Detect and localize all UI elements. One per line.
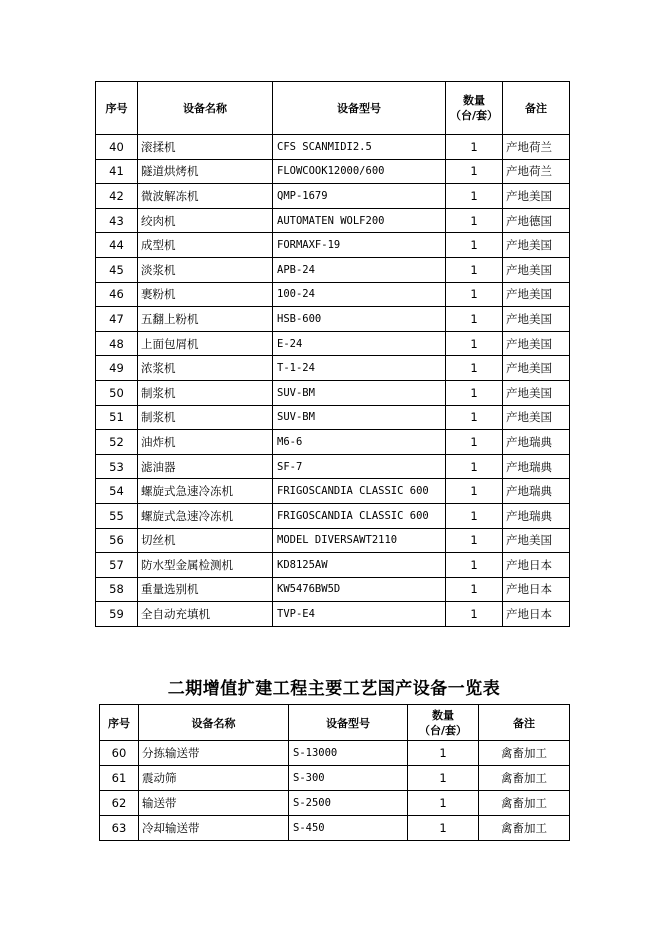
cell-note: 产地日本 xyxy=(503,577,570,602)
cell-name: 制浆机 xyxy=(138,405,273,430)
table-row xyxy=(100,766,570,791)
cell-model: T-1-24 xyxy=(273,356,446,381)
imported-equipment-table xyxy=(95,81,570,627)
cell-name: 防水型金属检测机 xyxy=(138,553,273,578)
cell-model: FRIGOSCANDIA CLASSIC 600 xyxy=(273,503,446,528)
cell-note: 产地日本 xyxy=(503,602,570,627)
cell-model: FORMAXF-19 xyxy=(273,233,446,258)
header-seq: 序号 xyxy=(100,705,139,741)
cell-qty: 1 xyxy=(446,208,503,233)
table-row xyxy=(96,257,570,282)
cell-note: 产地美国 xyxy=(503,184,570,209)
cell-note: 产地美国 xyxy=(503,380,570,405)
cell-name: 油炸机 xyxy=(138,430,273,455)
cell-model: HSB-600 xyxy=(273,307,446,332)
cell-seq: 49 xyxy=(96,356,138,381)
cell-note: 禽畜加工 xyxy=(479,791,570,816)
domestic-equipment-title: 二期增值扩建工程主要工艺国产设备一览表 xyxy=(167,679,501,699)
cell-model: KW5476BW5D xyxy=(273,577,446,602)
cell-seq: 52 xyxy=(96,430,138,455)
table-row xyxy=(96,331,570,356)
table-row xyxy=(96,159,570,184)
cell-note: 产地德国 xyxy=(503,208,570,233)
header-qty-line2: （台/套） xyxy=(449,109,499,122)
cell-note: 产地日本 xyxy=(503,553,570,578)
cell-note: 产地美国 xyxy=(503,307,570,332)
table-row xyxy=(96,479,570,504)
table-row xyxy=(96,577,570,602)
cell-qty: 1 xyxy=(446,479,503,504)
table-row xyxy=(96,135,570,160)
cell-model: CFS SCANMIDI2.5 xyxy=(273,135,446,160)
header-qty xyxy=(446,82,503,135)
table-row xyxy=(96,380,570,405)
table-row xyxy=(96,454,570,479)
cell-model: KD8125AW xyxy=(273,553,446,578)
header-model: 设备型号 xyxy=(289,705,408,741)
cell-name: 浓浆机 xyxy=(138,356,273,381)
cell-seq: 48 xyxy=(96,331,138,356)
table-row xyxy=(96,430,570,455)
cell-seq: 42 xyxy=(96,184,138,209)
table-row xyxy=(96,307,570,332)
cell-name: 滚揉机 xyxy=(138,135,273,160)
cell-seq: 47 xyxy=(96,307,138,332)
cell-qty: 1 xyxy=(446,454,503,479)
cell-note: 产地瑞典 xyxy=(503,430,570,455)
cell-qty: 1 xyxy=(446,528,503,553)
cell-note: 产地美国 xyxy=(503,233,570,258)
cell-model: TVP-E4 xyxy=(273,602,446,627)
header-name: 设备名称 xyxy=(138,82,273,135)
cell-qty: 1 xyxy=(446,307,503,332)
cell-qty: 1 xyxy=(446,430,503,455)
cell-model: QMP-1679 xyxy=(273,184,446,209)
cell-name: 分拣输送带 xyxy=(139,741,289,766)
cell-note: 产地美国 xyxy=(503,528,570,553)
cell-model: S-2500 xyxy=(289,791,408,816)
cell-qty: 1 xyxy=(446,257,503,282)
cell-qty: 1 xyxy=(446,233,503,258)
cell-name: 螺旋式急速冷冻机 xyxy=(138,479,273,504)
cell-model: S-300 xyxy=(289,766,408,791)
cell-note: 产地美国 xyxy=(503,356,570,381)
cell-name: 冷却输送带 xyxy=(139,816,289,841)
cell-seq: 63 xyxy=(100,816,139,841)
cell-seq: 54 xyxy=(96,479,138,504)
cell-seq: 44 xyxy=(96,233,138,258)
cell-name: 震动筛 xyxy=(139,766,289,791)
cell-qty: 1 xyxy=(446,282,503,307)
cell-name: 成型机 xyxy=(138,233,273,258)
cell-name: 重量选别机 xyxy=(138,577,273,602)
cell-name: 隧道烘烤机 xyxy=(138,159,273,184)
cell-seq: 43 xyxy=(96,208,138,233)
cell-note: 产地荷兰 xyxy=(503,159,570,184)
header-qty-line1: 数量 xyxy=(432,708,454,722)
cell-qty: 1 xyxy=(446,602,503,627)
cell-note: 禽畜加工 xyxy=(479,741,570,766)
cell-seq: 57 xyxy=(96,553,138,578)
cell-note: 产地美国 xyxy=(503,331,570,356)
header-qty-line2: （台/套） xyxy=(418,723,468,737)
cell-model: MODEL DIVERSAWT2110 xyxy=(273,528,446,553)
table-row xyxy=(96,282,570,307)
header-note: 备注 xyxy=(479,705,570,741)
cell-note: 产地荷兰 xyxy=(503,135,570,160)
cell-note: 禽畜加工 xyxy=(479,766,570,791)
cell-qty: 1 xyxy=(446,159,503,184)
table-row xyxy=(96,553,570,578)
cell-seq: 56 xyxy=(96,528,138,553)
cell-name: 螺旋式急速冷冻机 xyxy=(138,503,273,528)
cell-qty: 1 xyxy=(408,766,479,791)
cell-name: 微波解冻机 xyxy=(138,184,273,209)
cell-seq: 53 xyxy=(96,454,138,479)
table-row xyxy=(100,816,570,841)
table-row xyxy=(96,528,570,553)
cell-seq: 40 xyxy=(96,135,138,160)
cell-name: 切丝机 xyxy=(138,528,273,553)
cell-qty: 1 xyxy=(446,553,503,578)
header-qty-line1: 数量 xyxy=(463,94,485,107)
cell-qty: 1 xyxy=(446,577,503,602)
cell-qty: 1 xyxy=(446,331,503,356)
cell-seq: 50 xyxy=(96,380,138,405)
cell-seq: 60 xyxy=(100,741,139,766)
cell-name: 上面包屑机 xyxy=(138,331,273,356)
table-row xyxy=(96,405,570,430)
cell-note: 产地美国 xyxy=(503,405,570,430)
cell-model: S-13000 xyxy=(289,741,408,766)
cell-model: AUTOMATEN WOLF200 xyxy=(273,208,446,233)
cell-name: 淡浆机 xyxy=(138,257,273,282)
table-row xyxy=(96,233,570,258)
cell-note: 禽畜加工 xyxy=(479,816,570,841)
cell-name: 制浆机 xyxy=(138,380,273,405)
cell-model: SUV-BM xyxy=(273,405,446,430)
table-row xyxy=(96,602,570,627)
table-row xyxy=(96,208,570,233)
cell-qty: 1 xyxy=(446,356,503,381)
header-name: 设备名称 xyxy=(139,705,289,741)
cell-name: 滤油器 xyxy=(138,454,273,479)
cell-qty: 1 xyxy=(446,380,503,405)
cell-model: E-24 xyxy=(273,331,446,356)
table-header-row xyxy=(96,82,570,135)
cell-model: FLOWCOOK12000/600 xyxy=(273,159,446,184)
cell-model: APB-24 xyxy=(273,257,446,282)
cell-note: 产地瑞典 xyxy=(503,454,570,479)
domestic-equipment-table xyxy=(99,704,570,841)
table-row xyxy=(96,184,570,209)
cell-qty: 1 xyxy=(408,741,479,766)
header-note: 备注 xyxy=(503,82,570,135)
cell-model: 100-24 xyxy=(273,282,446,307)
cell-qty: 1 xyxy=(446,184,503,209)
header-qty xyxy=(408,705,479,741)
cell-seq: 46 xyxy=(96,282,138,307)
cell-note: 产地美国 xyxy=(503,257,570,282)
cell-model: M6-6 xyxy=(273,430,446,455)
cell-note: 产地瑞典 xyxy=(503,503,570,528)
cell-seq: 61 xyxy=(100,766,139,791)
cell-seq: 58 xyxy=(96,577,138,602)
cell-model: FRIGOSCANDIA CLASSIC 600 xyxy=(273,479,446,504)
cell-seq: 59 xyxy=(96,602,138,627)
table-row xyxy=(100,791,570,816)
cell-seq: 62 xyxy=(100,791,139,816)
table-header-row xyxy=(100,705,570,741)
cell-name: 裹粉机 xyxy=(138,282,273,307)
cell-note: 产地瑞典 xyxy=(503,479,570,504)
cell-qty: 1 xyxy=(446,503,503,528)
cell-qty: 1 xyxy=(446,405,503,430)
cell-seq: 45 xyxy=(96,257,138,282)
cell-model: SF-7 xyxy=(273,454,446,479)
header-model: 设备型号 xyxy=(273,82,446,135)
cell-seq: 51 xyxy=(96,405,138,430)
cell-qty: 1 xyxy=(408,791,479,816)
cell-name: 五翻上粉机 xyxy=(138,307,273,332)
cell-qty: 1 xyxy=(446,135,503,160)
cell-qty: 1 xyxy=(408,816,479,841)
cell-name: 输送带 xyxy=(139,791,289,816)
cell-name: 绞肉机 xyxy=(138,208,273,233)
cell-seq: 55 xyxy=(96,503,138,528)
cell-seq: 41 xyxy=(96,159,138,184)
table-row xyxy=(100,741,570,766)
table-row xyxy=(96,356,570,381)
header-seq: 序号 xyxy=(96,82,138,135)
cell-model: SUV-BM xyxy=(273,380,446,405)
cell-name: 全自动充填机 xyxy=(138,602,273,627)
cell-model: S-450 xyxy=(289,816,408,841)
cell-note: 产地美国 xyxy=(503,282,570,307)
table-row xyxy=(96,503,570,528)
